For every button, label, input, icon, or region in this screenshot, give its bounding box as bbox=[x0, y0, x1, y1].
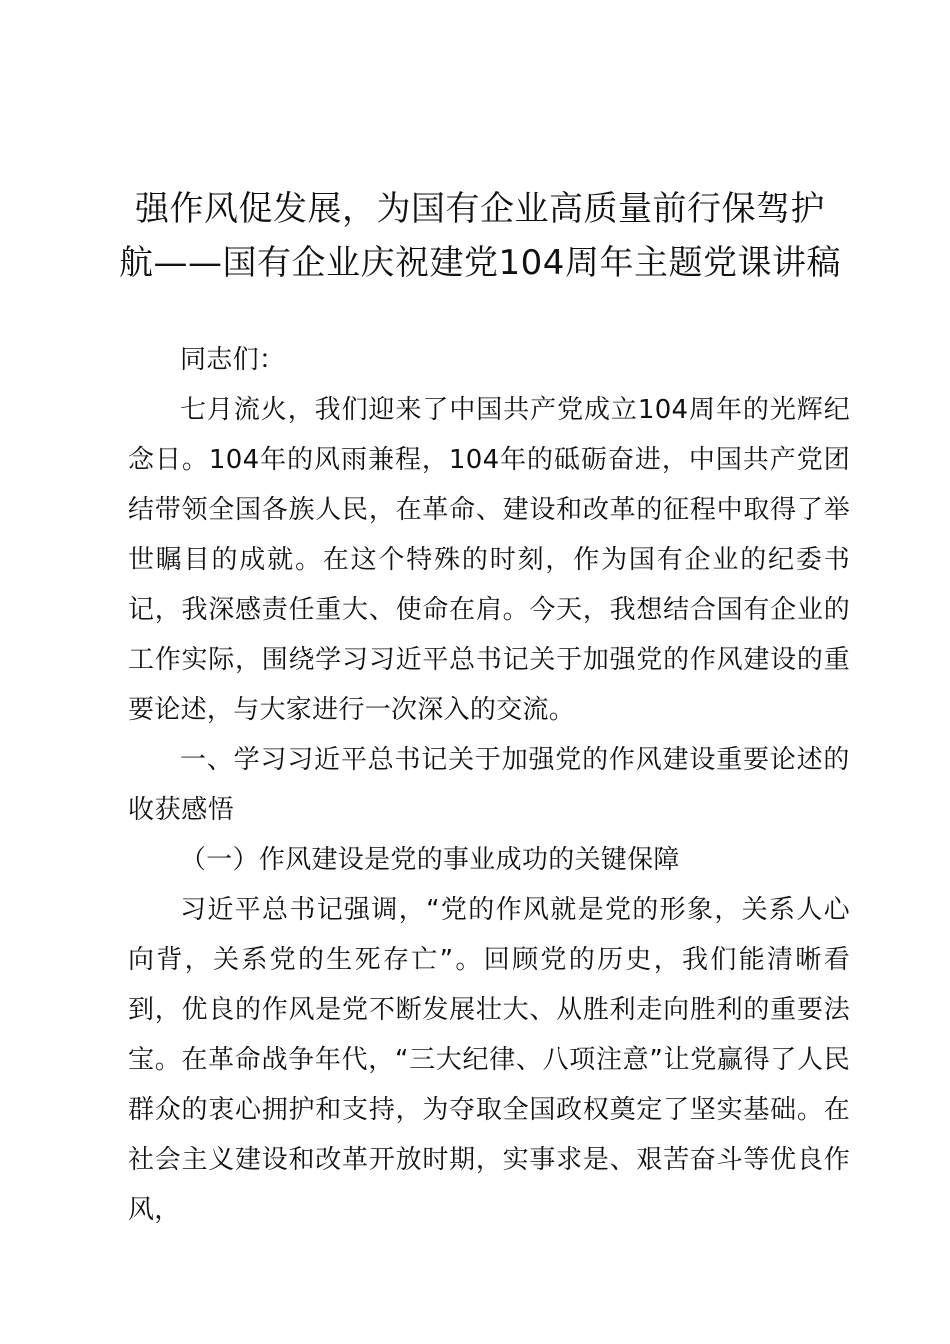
section-heading-1: 一、学习习近平总书记关于加强党的作风建设重要论述的收获感悟 bbox=[128, 745, 850, 825]
body-paragraph: 习近平总书记强调，“党的作风就是党的形象，关系人心向背，关系党的生死存亡”。回顾党的历史，我们能清晰看到，优良的作风是党不断发展壮大、从胜利走向胜利的重要法宝。在革命战争年代，“三大纪律、八项注意”让党赢得了人民群众的衷心拥护和支持，为夺取全国政权奠定了坚实基础。在社会主义建设和改革开放时期，实事求是、艰苦奋斗等优良作风， bbox=[128, 895, 850, 1225]
intro-paragraph: 七月流火，我们迎来了中国共产党成立104周年的光辉纪念日。104年的风雨兼程，104年的砥砺奋进，中国共产党团结带领全国各族人民，在革命、建设和改革的征程中取得了举世瞩目的成就。在这个特殊的时刻，作为国有企业的纪委书记，我深感责任重大、使命在肩。今天，我想结合国有企业的工作实际，围绕学习习近平总书记关于加强党的作风建设的重要论述，与大家进行一次深入的交流。 bbox=[128, 395, 850, 725]
salutation: 同志们： bbox=[180, 345, 286, 375]
subsection-heading-1: （一）作风建设是党的事业成功的关键保障 bbox=[180, 845, 680, 875]
document-body bbox=[128, 335, 850, 1235]
document-title: 强作风促发展，为国有企业高质量前行保驾护航——国有企业庆祝建党104周年主题党课讲稿 bbox=[119, 189, 841, 283]
